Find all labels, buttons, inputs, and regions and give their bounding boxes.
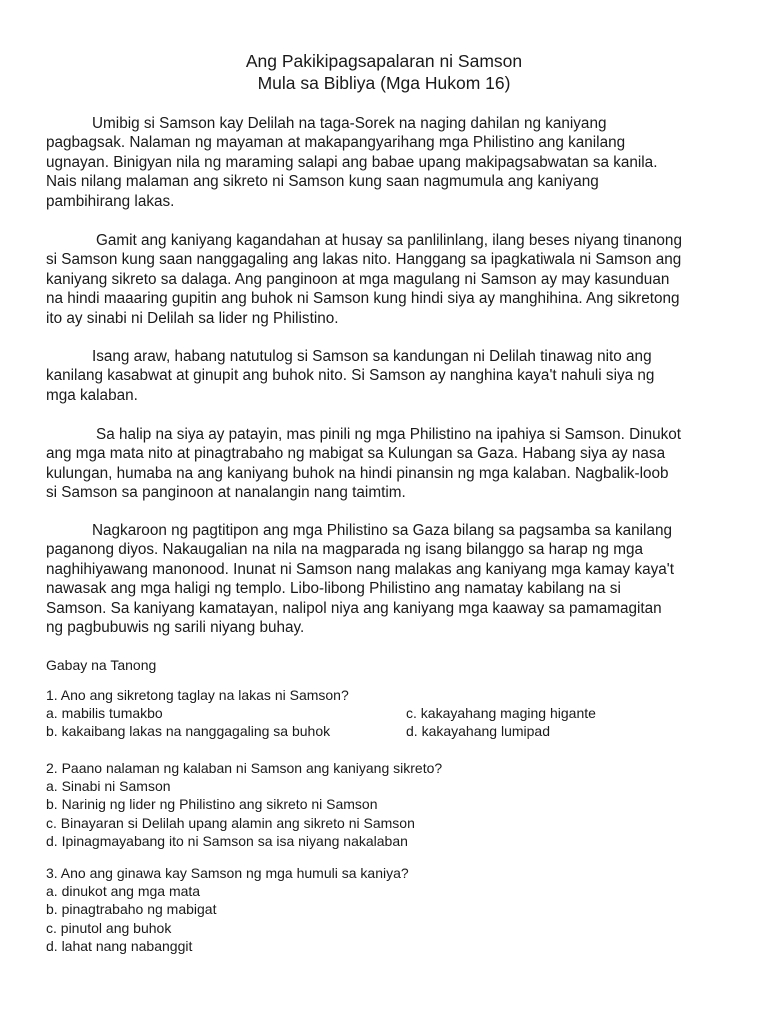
choice-c: c. Binayaran si Delilah upang alamin ang sikreto ni Samson <box>46 814 415 831</box>
question-1 <box>46 686 736 741</box>
paragraph-4 <box>46 425 736 503</box>
choice-c: c. kakayahang maging higante <box>406 705 596 722</box>
paragraph-line: Isang araw, habang natutulog si Samson sa kandungan ni Delilah tinawag nito ang <box>92 348 652 365</box>
choice-a: a. dinukot ang mga mata <box>46 883 201 900</box>
paragraph-line: ng pagbubuwis ng sarili niyang buhay. <box>46 618 305 636</box>
paragraph-line: Sa halip na siya ay patayin, mas pinili ng mga Philistino na ipahiya si Samson. Dinukot <box>96 426 681 443</box>
paragraph-2 <box>46 231 736 328</box>
document-title: Ang Pakikipagsapalaran ni Samson <box>245 51 523 71</box>
paragraph-1 <box>46 114 736 211</box>
paragraph-line: na hindi maaaring gupitin ang buhok ni Samson kung hindi siya ay manghihina. Ang sikretong <box>46 290 680 308</box>
paragraph-line: mga kalaban. <box>46 386 138 404</box>
choice-d: d. Ipinagmayabang ito ni Samson sa isa niyang nakalaban <box>46 832 408 849</box>
choice-d: d. kakayahang lumipad <box>406 723 550 740</box>
choice-c: c. pinutol ang buhok <box>46 919 172 936</box>
paragraph-line: kanilang kasabwat at ginupit ang buhok nito. Si Samson ay nanghina kaya't nahuli siya ng <box>46 367 655 385</box>
paragraph-line: naghihiyawang manonood. Inunat ni Samson nang malakas ang kaniyang mga kamay kaya't <box>46 560 674 578</box>
choice-row <box>46 722 736 740</box>
question-3 <box>46 864 736 955</box>
paragraph-line: Umibig si Samson kay Delilah na taga-Sorek na naging dahilan ng kaniyang <box>92 115 607 132</box>
paragraph-line: si Samson sa panginoon at nanalangin nang taimtim. <box>46 484 406 502</box>
choice-b: b. Narinig ng lider ng Philistino ang sikreto ni Samson <box>46 796 378 813</box>
choice-b: b. pinagtrabaho ng mabigat <box>46 901 217 918</box>
question-text: 1. Ano ang sikretong taglay na lakas ni Samson? <box>46 687 349 703</box>
paragraph-3 <box>46 347 736 405</box>
paragraph-line: ang mga mata nito at pinagtrabaho ng mabigat sa Kulungan sa Gaza. Habang siya ay nasa <box>46 445 666 463</box>
choice-d: d. lahat nang nabanggit <box>46 937 193 954</box>
choice-a: a. Sinabi ni Samson <box>46 778 171 795</box>
paragraph-line: kulungan, humaba na ang kaniyang buhok na hindi pinansin ng mga kalaban. Nagbalik-loob <box>46 464 669 482</box>
document-subtitle: Mula sa Bibliya (Mga Hukom 16) <box>257 73 511 93</box>
question-text: 3. Ano ang ginawa kay Samson ng mga humuli sa kaniya? <box>46 865 409 881</box>
paragraph-line: Nagkaroon ng pagtitipon ang mga Philistino sa Gaza bilang sa pagsamba sa kanilang <box>92 522 672 539</box>
paragraph-line: Samson. Sa kaniyang kamatayan, nalipol niya ang kaniyang mga kaaway sa pamamagitan <box>46 599 662 617</box>
paragraph-line: pagbagsak. Nalaman ng mayaman at makapangyarihang mga Philistino ang kanilang <box>46 134 626 152</box>
paragraph-line: si Samson kung saan nanggagaling ang lakas nito. Hanggang sa ipagkatiwala ni Samson ang <box>46 251 682 269</box>
guide-questions-heading: Gabay na Tanong <box>46 657 157 673</box>
paragraph-line: kaniyang sikreto sa dalaga. Ang panginoon at mga magulang ni Samson ay may kasunduan <box>46 270 670 288</box>
paragraph-line: Gamit ang kaniyang kagandahan at husay sa panlilinlang, ilang beses niyang tinanong <box>96 232 682 249</box>
choice-a: a. mabilis tumakbo <box>46 705 163 722</box>
paragraph-line: pambihirang lakas. <box>46 192 175 210</box>
question-text: 2. Paano nalaman ng kalaban ni Samson ang kaniyang sikreto? <box>46 760 443 776</box>
paragraph-line: ugnayan. Binigyan nila ng maraming salapi ang babae upang makipagsabwatan sa kanila. <box>46 153 658 171</box>
paragraph-5 <box>46 521 736 637</box>
paragraph-line: nawasak ang mga haligi ng templo. Libo-libong Philistino ang namatay kabilang na si <box>46 580 621 598</box>
paragraph-line: paganong diyos. Nakaugalian na nila na magparada ng isang bilanggo sa harap ng mga <box>46 541 644 559</box>
choice-row <box>46 704 736 722</box>
paragraph-line: Nais nilang malaman ang sikreto ni Samson kung saan nagmumula ang kaniyang <box>46 173 599 191</box>
paragraph-line: ito ay sinabi ni Delilah sa lider ng Philistino. <box>46 309 339 327</box>
choice-b: b. kakaibang lakas na nanggagaling sa buhok <box>46 723 331 740</box>
question-2 <box>46 759 736 850</box>
